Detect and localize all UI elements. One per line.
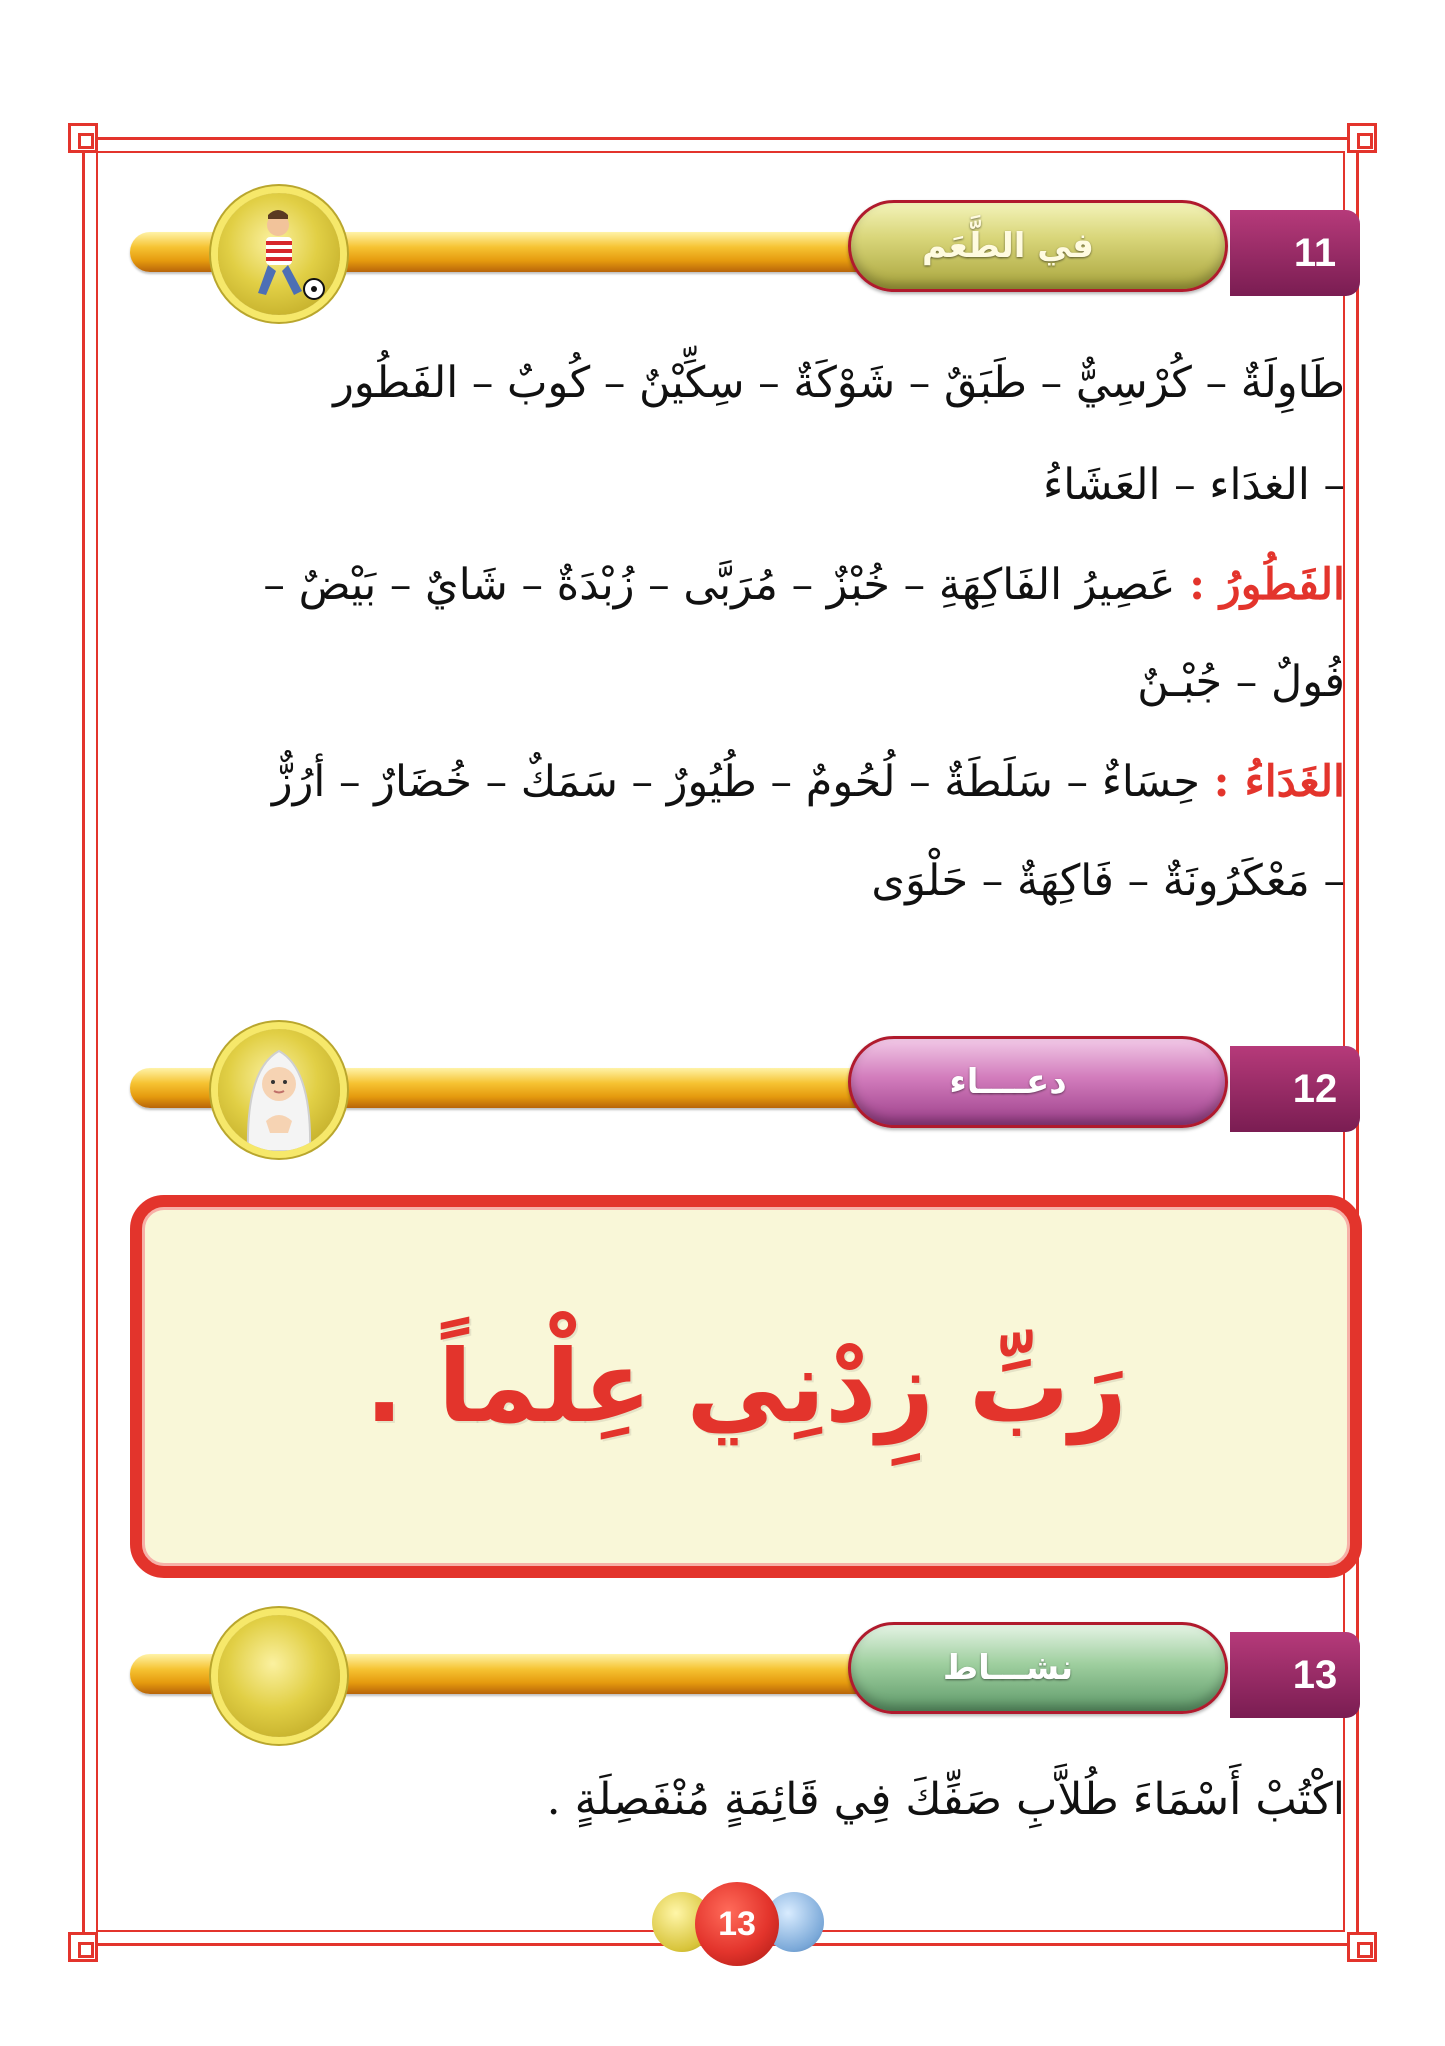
frame-corner-ornament	[1347, 1932, 1377, 1962]
vocab-line: – الغدَاء – العَشَاءُ	[1042, 460, 1345, 510]
section-title-pill	[848, 1036, 1228, 1128]
lunch-line-2: – مَعْكَرُونَةٌ – فَاكِهَةٌ – حَلْوَى	[871, 856, 1345, 906]
praying-girl-icon	[218, 1029, 340, 1151]
frame-corner-ornament	[68, 123, 98, 153]
breakfast-items: عَصِيرُ الفَاكِهَةِ – خُبْزٌ – مُرَبَّى – زُبْدَةٌ – شَايٌ – بَيْضٌ –	[263, 560, 1176, 610]
boy-with-ball-icon	[218, 193, 340, 315]
breakfast-label: الفَطُورُ :	[1189, 560, 1345, 610]
section-number: 13	[1292, 1653, 1338, 1697]
section-number: 12	[1292, 1067, 1338, 1111]
frame-corner-ornament	[68, 1932, 98, 1962]
section-title-pill	[848, 1622, 1228, 1714]
prayer-box	[130, 1195, 1362, 1578]
section-number: 11	[1293, 231, 1337, 275]
activity-instruction: اكْتُبْ أَسْمَاءَ طُلاَّبِ صَفِّكَ فِي قَائِمَةٍ مُنْفَصِلَةٍ .	[546, 1774, 1345, 1825]
prayer-text: رَبِّ زِدْنِي عِلْماً .	[365, 1328, 1127, 1445]
section-title: دعــــاء	[949, 1062, 1067, 1102]
lunch-items: حِسَاءٌ – سَلَطَةٌ – لُحُومٌ – طُيُورٌ – سَمَكٌ – خُضَارٌ – أرُزٌّ	[271, 757, 1200, 807]
section-header-11	[130, 190, 1360, 310]
lunch-label: الغَدَاءُ :	[1213, 757, 1345, 807]
breakfast-line-2: فُولٌ – جُبْـنٌ	[1137, 657, 1345, 707]
section-header-13	[130, 1612, 1360, 1732]
section-header-12	[130, 1026, 1360, 1146]
lunch-line-1	[145, 752, 1345, 812]
section-title-pill	[848, 200, 1228, 292]
vocab-line: طَاوِلَةٌ – كُرْسِيٌّ – طَبَقٌ – شَوْكَةٌ – سِكِّيْنٌ – كُوبٌ – الفَطُور	[333, 358, 1345, 408]
frame-corner-ornament	[1347, 123, 1377, 153]
page-number: 13	[695, 1882, 779, 1966]
sun-medallion-icon	[218, 1615, 340, 1737]
section-title: نشـــاط	[942, 1648, 1074, 1688]
section-title: في الطَّعَم	[922, 226, 1094, 266]
breakfast-line-1	[145, 555, 1345, 615]
